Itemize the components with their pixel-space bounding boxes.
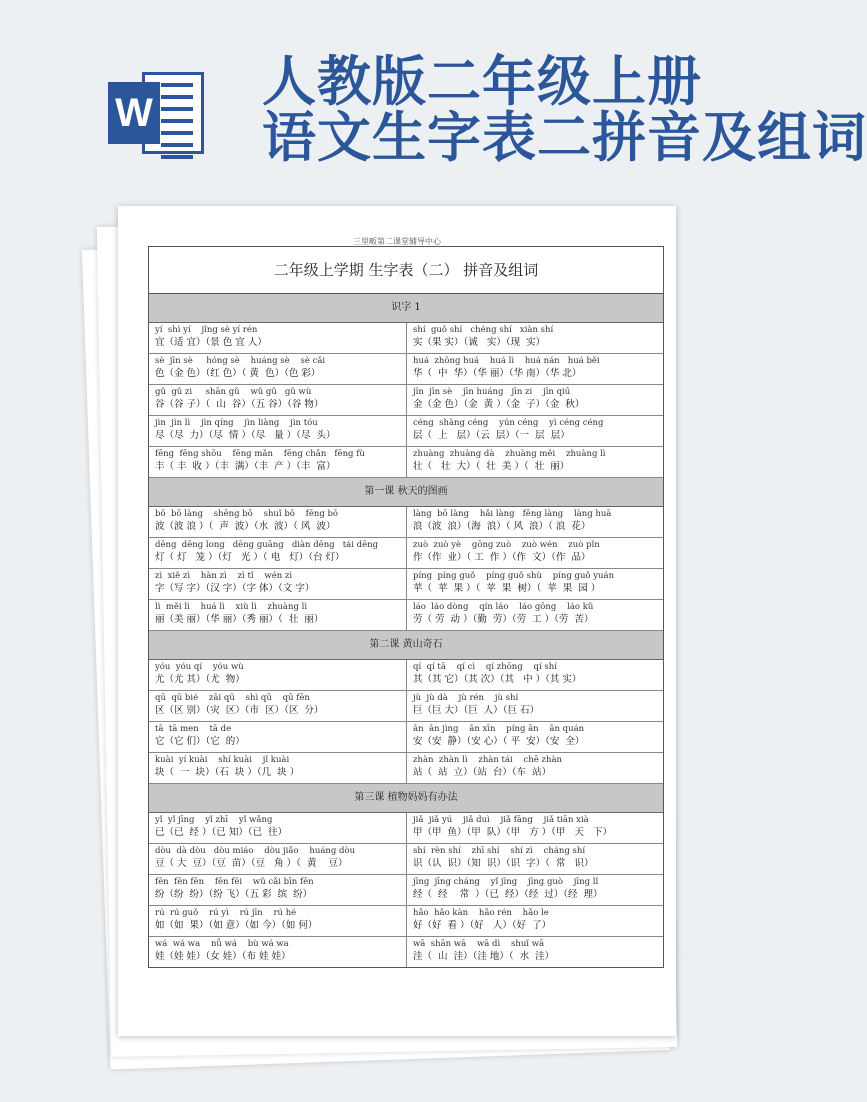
section-header: 第三课 植物妈妈有办法: [149, 784, 663, 813]
character-entry: [406, 660, 663, 690]
word-line: 宜（适 宜）（景 色 宜 人）: [155, 337, 267, 348]
character-entry: [406, 753, 663, 783]
table-row: [149, 660, 663, 691]
word-line: 灯（ 灯 笼 ）（灯 光 ）（ 电 灯）（台 灯）: [155, 552, 345, 563]
pinyin-line: jiǎ jiǎ yú jiǎ duì jiǎ fāng jiǎ tiān xià: [413, 815, 589, 825]
pinyin-line: shí rèn shí zhī shí shí zì cháng shí: [413, 846, 586, 856]
character-entry: [149, 323, 406, 353]
character-entry: [149, 416, 406, 446]
word-line: 好（好 看 ）（好 人）（好 了）: [413, 920, 552, 931]
word-line: 丰（ 丰 收 ）（丰 满）（丰 产 ）（丰 富）: [155, 461, 336, 472]
character-entry: [406, 323, 663, 353]
character-entry: [149, 813, 406, 843]
pinyin-line: gǔ gǔ zi shān gǔ wǔ gǔ gǔ wù: [155, 387, 312, 397]
pinyin-line: ān ān jìng ān xīn píng ān ān quán: [413, 724, 585, 734]
character-entry: [406, 600, 663, 630]
table-row: [149, 722, 663, 753]
character-entry: [406, 722, 663, 752]
sheet-title: 二年级上学期 生字表（二） 拼音及组词: [149, 247, 663, 294]
word-line: 劳（ 劳 动 ）（勤 劳）（劳 工 ）（劳 苦）: [413, 614, 594, 625]
pinyin-line: jīng jīng cháng yǐ jīng jīng guò jīng lǐ: [413, 877, 599, 887]
character-entry: [149, 385, 406, 415]
word-icon: [108, 68, 208, 158]
word-line: 金（金 色）（金 黄 ）（金 子）（金 秋）: [413, 399, 585, 410]
word-line: 识（认 识）（知 识）（识 字）（ 常 识）: [413, 858, 594, 869]
character-entry: [149, 447, 406, 477]
table-row: [149, 416, 663, 447]
table-row: [149, 569, 663, 600]
character-entry: [406, 875, 663, 905]
word-line: 经（ 经 常 ）（已 经）（经 过）（经 理）: [413, 889, 603, 900]
table-row: [149, 937, 663, 967]
character-entry: [149, 691, 406, 721]
word-line: 巨（巨 大）（巨 人）（巨 石）: [413, 705, 540, 716]
character-entry: [149, 600, 406, 630]
pinyin-line: zì xiě zì hàn zì zì tǐ wén zì: [155, 571, 293, 581]
banner-title: [262, 50, 867, 169]
table-row: [149, 753, 663, 784]
character-entry: [406, 937, 663, 967]
character-entry: [406, 354, 663, 384]
character-entry: [149, 354, 406, 384]
pinyin-line: qí qí tā qí cì qí zhōng qí shí: [413, 662, 557, 672]
pinyin-line: huá zhōng huá huá lì huá nán huá běi: [413, 356, 600, 366]
word-line: 块（ 一 块）（石 块 ）（几 块 ）: [155, 767, 300, 778]
pinyin-line: sè jīn sè hóng sè huáng sè sè cǎi: [155, 356, 326, 366]
table-row: [149, 844, 663, 875]
word-line: 豆（ 大 豆）（豆 苗）（豆 角 ）（ 黄 豆）: [155, 858, 348, 869]
word-line: 纷（纷 纷）（纷 飞）（五 彩 缤 纷）: [155, 889, 313, 900]
character-entry: [149, 753, 406, 783]
pinyin-line: láo láo dòng qín láo láo gōng láo kǔ: [413, 602, 594, 612]
character-entry: [406, 813, 663, 843]
pinyin-line: zhuàng zhuàng dà zhuàng měi zhuàng lì: [413, 449, 606, 459]
word-line: 波（波 浪 ）（ 声 波）（水 波）（ 风 波）: [155, 521, 336, 532]
word-line: 苹（ 苹 果 ）（ 苹 果 树）（ 苹 果 园 ）: [413, 583, 601, 594]
word-line: 浪（波 浪）（海 浪）（ 风 浪）（ 浪 花）: [413, 521, 591, 532]
pinyin-line: làng bō làng hǎi làng fēng làng làng huā: [413, 509, 612, 519]
character-entry: [149, 569, 406, 599]
character-entry: [149, 906, 406, 936]
page-header: 三里畈第二课堂辅导中心: [353, 237, 441, 246]
character-entry: [149, 844, 406, 874]
pinyin-line: fēng fēng shōu fēng mǎn fēng chǎn fēng fù: [155, 449, 365, 459]
section-header: 识字 1: [149, 294, 663, 323]
character-entry: [406, 691, 663, 721]
table-row: [149, 323, 663, 354]
word-line: 层（ 上 层）（云 层）（一 层 层）: [413, 430, 570, 441]
pinyin-line: jìn jìn lì jìn qíng jìn liàng jìn tóu: [155, 418, 318, 428]
table-row: [149, 354, 663, 385]
word-line: 字（写 字）（汉 字）（字 体）（文 字）: [155, 583, 315, 594]
character-entry: [406, 385, 663, 415]
pinyin-line: bō bō làng shēng bō shuǐ bō fēng bō: [155, 509, 339, 519]
character-entry: [149, 538, 406, 568]
character-entry: [406, 416, 663, 446]
word-line: 已（已 经 ）（已 知）（已 往）: [155, 827, 288, 838]
character-entry: [149, 875, 406, 905]
pinyin-line: hǎo hǎo kàn hǎo rén hǎo le: [413, 908, 549, 918]
word-line: 华（ 中 华）（华 丽）（华 南）（华 北）: [413, 368, 582, 379]
pinyin-line: yí shì yí jǐng sè yí rén: [155, 325, 258, 335]
table-row: [149, 507, 663, 538]
pinyin-line: qū qū bié zāi qū shì qū qū fēn: [155, 693, 310, 703]
word-line: 它（它 们）（它 的）: [155, 736, 245, 747]
table-row: [149, 906, 663, 937]
pinyin-line: shí guǒ shí chéng shí xiàn shí: [413, 325, 554, 335]
table-row: [149, 813, 663, 844]
word-line: 安（安 静）（安 心）（ 平 安）（安 全）: [413, 736, 585, 747]
word-letter-badge: W: [108, 82, 160, 144]
word-line: 区（区 别）（灾 区）（市 区）（区 分）: [155, 705, 324, 716]
pinyin-line: lì měi lì huá lì xiù lì zhuàng lì: [155, 602, 308, 612]
character-entry: [406, 538, 663, 568]
pinyin-line: yǐ yǐ jīng yǐ zhī yǐ wǎng: [155, 815, 273, 825]
word-line: 甲（甲 鱼）（甲 队）（甲 方 ）（甲 天 下）: [413, 827, 613, 838]
word-line: 如（如 果）（如 意）（如 今）（如 何）: [155, 920, 318, 931]
banner-title-line-2: 语文生字表二拼音及组词: [262, 106, 867, 169]
pinyin-line: zuò zuò yè gōng zuò zuò wén zuò pǐn: [413, 540, 600, 550]
table-row: [149, 691, 663, 722]
table-row: [149, 385, 663, 416]
character-entry: [406, 447, 663, 477]
pinyin-line: tā tā men tā de: [155, 724, 232, 734]
pinyin-line: zhàn zhàn lì zhàn tái chē zhàn: [413, 755, 563, 765]
pinyin-line: yóu yóu qí yóu wù: [155, 662, 244, 672]
word-line: 其（其 它）（其 次）（其 中 ）（其 实）: [413, 674, 582, 685]
pinyin-line: jù jù dà jù rén jù shí: [413, 693, 519, 703]
word-line: 洼（ 山 洼）（洼 地）（ 水 洼）: [413, 951, 555, 962]
table-row: [149, 600, 663, 631]
pinyin-line: rú rú guǒ rú yì rú jīn rú hé: [155, 908, 297, 918]
section-header: 第一课 秋天的图画: [149, 478, 663, 507]
word-line: 站（ 站 立）（站 台）（车 站）: [413, 767, 552, 778]
character-entry: [149, 660, 406, 690]
character-entry: [406, 569, 663, 599]
character-entry: [406, 507, 663, 537]
word-line: 实（果 实）（诚 实）（现 实）: [413, 337, 546, 348]
word-line: 作（作 业）（ 工 作 ）（作 文）（作 品）: [413, 552, 591, 563]
word-line: 丽（美 丽）（华 丽）（秀 丽）（ 壮 丽）: [155, 614, 324, 625]
pinyin-line: kuài yí kuài shí kuài jǐ kuài: [155, 755, 290, 765]
table-row: [149, 875, 663, 906]
character-table: [148, 246, 664, 968]
character-entry: [406, 906, 663, 936]
table-row: [149, 538, 663, 569]
pinyin-line: wá wá wa nǚ wá bù wá wa: [155, 939, 289, 949]
word-line: 尤（尤 其）（尤 物）: [155, 674, 245, 685]
pinyin-line: fēn fēn fēn fēn fēi wǔ cǎi bīn fēn: [155, 877, 314, 887]
section-header: 第二课 黄山奇石: [149, 631, 663, 660]
pinyin-line: jīn jīn sè jīn huáng jīn zi jīn qiū: [413, 387, 571, 397]
word-line: 娃（娃 娃）（女 娃）（布 娃 娃）: [155, 951, 291, 962]
word-line: 壮（ 壮 大）（ 壮 美 ）（ 壮 丽）: [413, 461, 570, 472]
banner-title-line-1: 人教版二年级上册: [262, 50, 702, 113]
document-page: [118, 206, 676, 1036]
word-line: 尽（尽 力）（尽 情 ）（尽 量 ）（尽 头）: [155, 430, 336, 441]
character-entry: [406, 844, 663, 874]
character-entry: [149, 937, 406, 967]
character-entry: [149, 722, 406, 752]
character-entry: [149, 507, 406, 537]
pinyin-line: píng píng guǒ píng guǒ shù píng guǒ yuán: [413, 571, 615, 581]
pinyin-line: céng shàng céng yún céng yì céng céng: [413, 418, 604, 428]
pinyin-line: wā shān wā wā dì shuǐ wā: [413, 939, 545, 949]
word-line: 色（金 色）（红 色）（ 黄 色）（色 彩）: [155, 368, 321, 379]
pinyin-line: dēng dēng long dēng guāng diàn dēng tái dēng: [155, 540, 379, 550]
pinyin-line: dòu dà dòu dòu miáo dòu jiǎo huáng dòu: [155, 846, 356, 856]
table-row: [149, 447, 663, 478]
word-line: 谷（谷 子）（ 山 谷）（五 谷）（谷 物）: [155, 399, 324, 410]
